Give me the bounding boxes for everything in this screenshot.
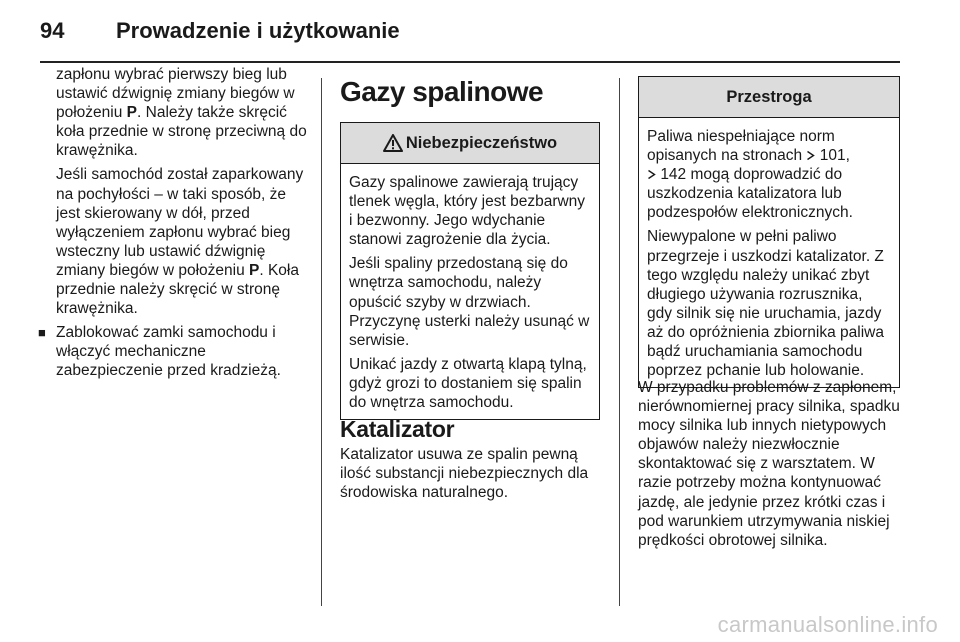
watermark: carmanualsonline.info xyxy=(717,612,938,637)
paragraph-slope: Jeśli samochód został zaparkowany na pochyłości – w taki sposób, że jest skierowany w dół, przed wyłączeniem zapłonu wybrać bieg wsteczny lub ustawić dźwignię zmiany biegów w położeniu P. Koła przednie należy skręcić w stronę krawężnika. xyxy=(56,166,304,318)
caution-box-body xyxy=(639,118,899,387)
page-number: 94 xyxy=(40,18,65,43)
page-header xyxy=(0,0,960,62)
gear-position-p: P xyxy=(126,104,138,122)
page-reference-link[interactable]: 142 xyxy=(660,166,687,184)
danger-box-title: Niebezpieczeństwo xyxy=(405,133,558,152)
column-divider-left xyxy=(321,78,322,606)
danger-paragraph: Unikać jazdy z otwartą klapą tylną, gdyż grozi to dostaniem się spalin do wnętrza samochodu. xyxy=(349,355,587,412)
list-item: ■ Zablokować zamki samochodu i włączyć mechaniczne zabezpieczenie przed kradzieżą. xyxy=(38,324,281,380)
caution-box-header xyxy=(639,77,899,118)
caution-paragraph: Niewypalone w pełni paliwo przegrzeje i uszkodzi katalizator. Z tego względu należy unikać zbyt długiego używania rozrusznika, gdy silnik się nie uruchamia, jazdy aż do opróżnienia zbiornika paliwa bądź uruchamiania samochodu poprzez pchanie lub holowanie. xyxy=(647,228,884,380)
column-divider-right xyxy=(619,78,620,606)
bullet-square-icon: ■ xyxy=(38,325,46,341)
column-right-text xyxy=(638,378,904,555)
column-left xyxy=(38,65,312,386)
catalyst-text-block xyxy=(340,445,602,507)
warning-triangle-icon xyxy=(383,134,403,152)
page-reference-link[interactable]: 101 xyxy=(819,147,846,165)
paragraph-first-gear: zapłonu wybrać pierwszy bieg lub ustawić dźwignię zmiany biegów w położeniu P. Należy także skręcić koła przednie w stronę przeciwną do krawężnika. xyxy=(56,66,307,160)
catalyst-paragraph: Katalizator usuwa ze spalin pewną ilość substancji niebezpiecznych dla środowiska naturalnego. xyxy=(340,446,589,502)
danger-box-body xyxy=(341,164,599,419)
danger-box xyxy=(340,122,600,420)
page-reference-arrow-icon xyxy=(806,150,815,161)
caution-paragraph: Paliwa niespełniające norm opisanych na stronach 101, 142 mogą doprowadzić do uszkodzenia katalizatora lub podzespołów elektronicznych. xyxy=(647,128,853,222)
header-rule xyxy=(40,61,900,63)
page-title: Prowadzenie i użytkowanie xyxy=(116,18,400,43)
danger-paragraph: Jeśli spaliny przedostaną się do wnętrza samochodu, należy opuścić szyby w drzwiach. Przyczynę usterki należy usunąć w serwisie. xyxy=(349,255,590,349)
section-heading-catalyst: Katalizator xyxy=(340,416,455,442)
caution-box-title: Przestroga xyxy=(726,87,812,106)
caution-box xyxy=(638,76,900,388)
ignition-problems-paragraph: W przypadku problemów z zapłonem, nierównomiernej pracy silnika, spadku mocy silnika lub innych nietypowych objawów należy niezwłocznie skontaktować się z warsztatem. W razie potrzeby można kontynuować jazdę, ale jedynie przez krótki czas i pod warunkiem utrzymywania niskiej prędkości obrotowej silnika. xyxy=(638,379,900,549)
danger-box-header xyxy=(341,123,599,164)
danger-paragraph: Gazy spalinowe zawierają trujący tlenek węgla, który jest bezbarwny i bezwonny. Jego wdychanie stanowi zagrożenie dla życia. xyxy=(349,174,586,249)
page-reference-arrow-icon xyxy=(647,169,656,180)
gear-position-p: P xyxy=(249,261,260,279)
section-heading-exhaust: Gazy spalinowe xyxy=(340,76,544,107)
